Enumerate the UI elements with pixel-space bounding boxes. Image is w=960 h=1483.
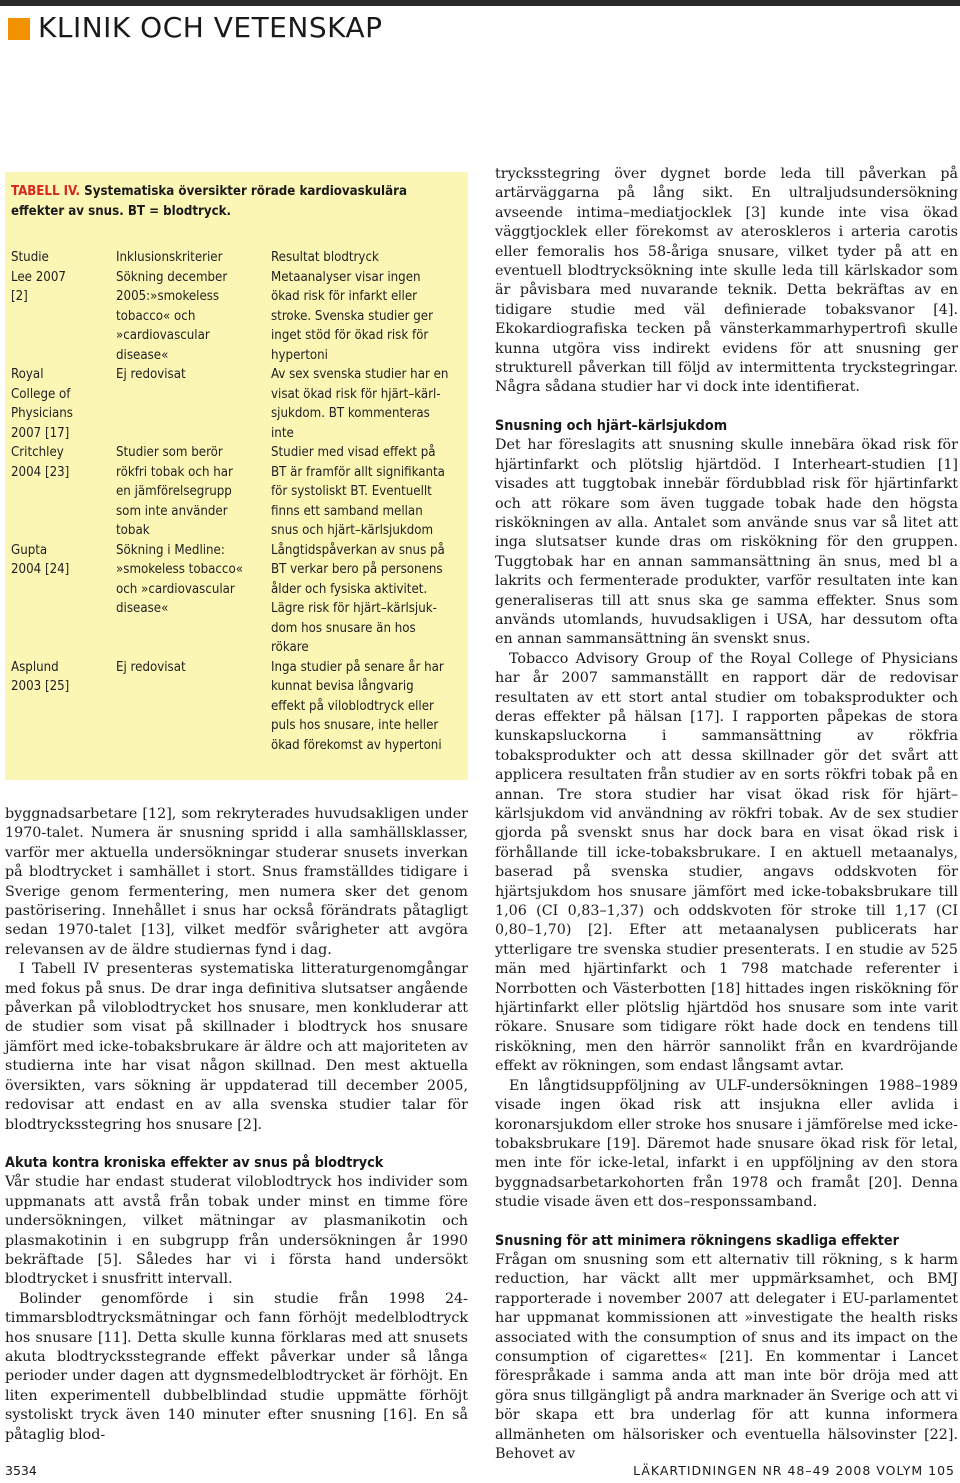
- table-cell: Sökning december 2005:»smokeless tobacco« och »cardiovascular disease«: [116, 269, 228, 363]
- table-row: [11, 443, 466, 541]
- table-row: [11, 658, 466, 756]
- section-heading: Akuta kontra kroniska effekter av snus på blodtryck: [5, 1154, 384, 1171]
- column-header: Inklusionskriterier: [116, 250, 223, 265]
- table-cell: Metaanalyser visar ingen ökad risk för infarkt eller stroke. Svenska studier ger inget stöd för ökad risk för hypertoni: [271, 269, 433, 363]
- table-cell: Sökning i Medline: »smokeless tobacco« och »cardiovascular disease«: [116, 542, 243, 616]
- table-caption-text: Systematiska översikter rörade kardiovaskulära effekter av snus. BT = blodtryck.: [11, 184, 407, 219]
- paragraph: byggnadsarbetare [12], som rekryterades huvudsakligen under 1970-talet. Numera är snusning spridd i alla samhällsklasser, varför mer aktuella undersökningar studerar snusets inverkan på blodtrycket i samhället i stort. Snus framställdes tidigare i Sverige genom fermentering, men numera sker det genom pastörisering. Innehållet i snus har också förändrats påtagligt sedan 1970-talet [13], vilket medför svårigheter att avgöra relevansen av de äldre studiernas fynd i dag.: [5, 806, 468, 958]
- table-row: [11, 365, 466, 443]
- journal-footer: LÄKARTIDNINGEN NR 48–49 2008 VOLYM 105: [633, 1463, 955, 1478]
- table-cell: Asplund 2003 [25]: [11, 659, 70, 694]
- table-cell: Studier som berör rökfri tobak och har en jämförelsegrupp som inte använder tobak: [116, 445, 233, 538]
- section-heading: Snusning och hjärt–kärlsjukdom: [495, 417, 728, 434]
- paragraph: Det har föreslagits att snusning skulle innebära ökad risk för hjärtinfarkt och plötslig hjärtdöd. I Interheart-studien [1] visades att tuggtobak innebär fördubblad risk för hjärtinfarkt och att rökare som även tuggade tobak hade den högsta riskökningen av alla. Antalet som använde snus var så litet att inga slutsatser kunde dras om riskökning för den gruppen. Tuggtobak har en annan sammansättning än snus, med bl a lakrits och fermenterade produkter, varför resultaten inte kan generaliseras till att snus ska ge samma effekter. Snus som används utomlands, huvudsakligen i USA, har dessutom ofta en annan sammansättning än svenskt snus.: [495, 437, 958, 648]
- table-cell: Critchley 2004 [23]: [11, 445, 70, 480]
- column-header: Studie: [11, 250, 49, 265]
- page-number: 3534: [5, 1463, 37, 1478]
- paragraph: Vår studie har endast studerat viloblodtryck hos individer som uppmanats att avstå från tobak under minst en timme före undersökningen, vilket mätningar av plasmanikotin och plasmakotinin i en subgrupp från undersökningen år 1990 bekräftade [5]. Således har vi i första hand undersökt blodtrycket i snusfritt intervall.: [5, 1174, 468, 1288]
- right-column: [495, 165, 958, 1464]
- paragraph: Tobacco Advisory Group of the Royal College of Physicians har år 2007 sammanställt en rapport där de redovisar resultaten av ett stort antal studier om tobaksprodukter och deras effekter på hälsan [17]. I rapporten påpekas de stora kunskapsluckorna i sammansättning av rökfria tobaksprodukter och att dessa skillnader gör det svårt att applicera resultaten från studier av en sorts rökfri tobak på en annan. Tre stora studier har visat ökad risk för hjärt–kärlsjukdom vid användning av rökfri tobak. Av de sex studier gjorda på svenskt snus har dock bara en visat ökad risk i förhållande till icke-tobaksbrukare. I en aktuell metaanalys, baserad på svenska studier, angavs oddskvoten för hjärtsjukdom hos snusare jämfört med icke-tobaksbrukare till 1,06 (CI 0,83–1,37) och oddskvoten för stroke till 1,17 (CI 0,80–1,70) [2]. Efter att metaanalysen publicerats har ytterligare tre svenska studier presenterats. I en studie av 525 män med hjärtinfarkt och 1 798 matchade referenter i Norrbotten och Västerbotten [18] hittades ingen riskökning för hjärtinfarkt eller plötslig hjärtdöd hos snusare som inte varit rökare. Snusare som tidigare rökt hade dock en tendens till riskökning, men den härrör sannolikt från en kvardröjande effekt av rökningen, som endast långsamt avtar.: [495, 650, 958, 1075]
- table-row: [11, 268, 466, 366]
- table-cell: Inga studier på senare år har kunnat bevisa långvarig effekt på viloblodtryck eller puls hos snusare, inte heller ökad förekomst av hypertoni: [271, 659, 444, 753]
- paragraph: Frågan om snusning som ett alternativ till rökning, s k harm reduction, har väckt allt mer uppmärksamhet, och BMJ rapporterade i november 2007 att delegater i EU-parlamentet har uppmanat kommissionen att »investigate the health risks associated with the consumption of snus and its impact on the consumption of cigarettes« [21]. En kommentar i Lancet förespråkade i samma anda att man inte bör dröja med att göra snus tillgängligt på andra marknader än Sverige och att vi bör skapa ett bra underlag för att kunna informera allmänheten om hälsorisker och eventuella hälsovinster [22]. Behovet av: [495, 1251, 958, 1462]
- paragraph: I Tabell IV presenteras systematiska litteraturgenomgångar med fokus på snus. De drar inga definitiva slutsatser angående påverkan på viloblodtrycket hos snusare, men konkluderar att de studier som visat på skillnader i blodtryck hos snusare jämfört med icke-tobaksbrukare är äldre och att majoriteten av studierna inte har visat någon skillnad. Den mest aktuella översikten, vars sökning är uppdaterad till december 2005, redovisar att endast en av alla svenska studier talar för blodtrycksstegring hos snusare [2].: [5, 961, 468, 1133]
- paragraph: Bolinder genomförde i sin studie från 1998 24-timmarsblodtrycksmätningar och fann förhöjt medelblodtryck hos snusare [11]. Detta skulle kunna förklaras med att snusets akuta blodtrycksstegrande effekt påverkar under så långa perioder under dagen att dygnsmedelblodtrycket är förhöjt. En liten experimentell dubbelblindad studie uppmätte förhöjt systoliskt tryck även 140 minuter efter snusning [16]. En så påtaglig blod-: [5, 1290, 468, 1443]
- table-cell: Långtidspåverkan av snus på BT verkar bero på personens ålder och fysiska aktivitet. Lägre risk för hjärt–kärlsjuk- dom hos snusare än hos rökare: [271, 542, 445, 655]
- table-iv-box: [5, 172, 468, 780]
- section-title: KLINIK OCH VETENSKAP: [38, 11, 383, 44]
- column-header: Resultat blodtryck: [271, 250, 379, 265]
- table-header-row: [11, 248, 466, 268]
- paragraph: En långtidsuppföljning av ULF-undersökningen 1988–1989 visade ingen ökad risk att insjukna eller avlida i koronarsjukdom eller stroke hos snusare i jämförelse med icke-tobaksbrukare [19]. Däremot hade snusare ökad risk för letal, men inte för icke-letal, infarkt i en uppföljning av den stora byggnadsarbetarkohorten från 1978 och framåt [20]. Denna studie visade även ett dos–responssamband.: [495, 1077, 958, 1211]
- table-cell: Av sex svenska studier har en visat ökad risk för hjärt–kärl- sjukdom. BT kommenteras inte: [271, 367, 449, 441]
- left-column: [5, 805, 468, 1445]
- table-iv: [11, 248, 466, 755]
- paragraph: trycksstegring över dygnet borde leda till påverkan på artärväggarna på lång sikt. En ultraljudsundersökning avseende intima–mediatjocklek [3] kunde inte visa ökad väggtjocklek eller förekomst av ateroskleros i arteria carotis eller femoralis hos 58-åriga snusare, vilket tyder på att en eventuell blodtrycksökning inte skulle leda till kärlskador som är påvisbara med nuvarande teknik. Detta bekräftas av en tidigare studie med väl definierade tobaksvanor [4]. Ekokardiografiska tecken på vänsterkammarhypertrofi skulle kunna utgöra viss indirekt evidens för att snusning ger strukturell påverkan till följd av intermittenta tryckstegringar. Några sådana studier har vi dock inte identifierat.: [495, 166, 958, 396]
- table-caption: [11, 182, 461, 221]
- section-heading: Snusning för att minimera rökningens skadliga effekter: [495, 1232, 899, 1249]
- table-row: [11, 541, 466, 658]
- table-cell: Royal College of Physicians 2007 [17]: [11, 367, 73, 441]
- table-cell: Ej redovisat: [116, 367, 186, 382]
- table-cell: Ej redovisat: [116, 659, 186, 675]
- table-cell: Studier med visad effekt på BT är framför allt signifikanta för systoliskt BT. Eventuellt finns ett samband mellan snus och hjärt–kärlsjukdom: [271, 445, 445, 538]
- header-rule: [0, 0, 960, 6]
- table-cell: Gupta 2004 [24]: [11, 542, 70, 577]
- section-marker-icon: [8, 18, 30, 40]
- table-cell: Lee 2007 [2]: [11, 269, 66, 304]
- table-caption-tag: TABELL IV.: [11, 184, 81, 199]
